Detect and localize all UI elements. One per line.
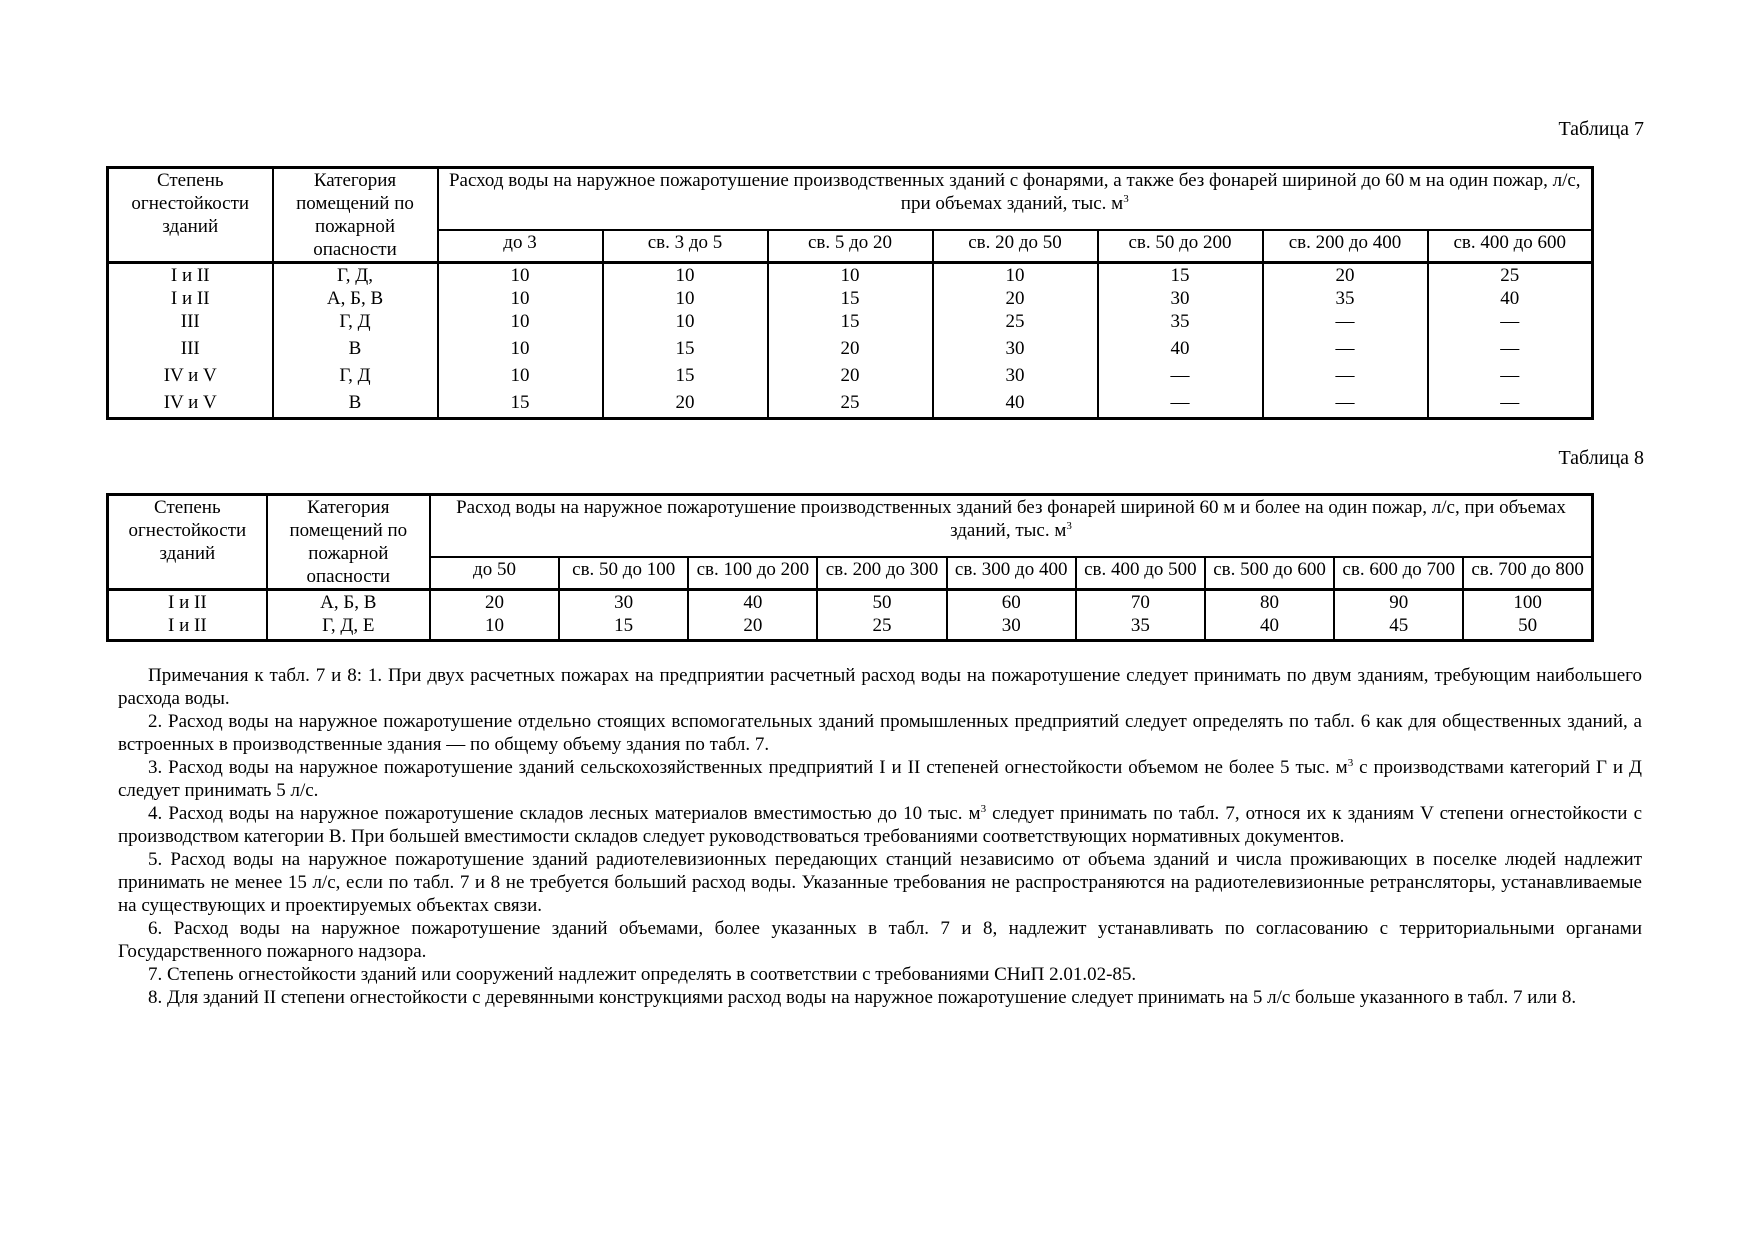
value-cell: 40 <box>1205 614 1334 641</box>
volume-column-header: св. 600 до 700 <box>1334 557 1463 590</box>
volume-column-header: св. 200 до 300 <box>817 557 946 590</box>
value-cell: 20 <box>688 614 817 641</box>
note-paragraph <box>118 664 1642 710</box>
category-cell: А, Б, В <box>273 287 438 310</box>
volume-column-header: св. 700 до 800 <box>1463 557 1592 590</box>
value-cell: 15 <box>1098 263 1263 288</box>
t8-col-degree-header: Степень огнестойкости зданий <box>108 495 267 590</box>
degree-cell: III <box>108 310 273 333</box>
t8-group-header <box>430 495 1593 557</box>
note-text-tail: с производствами категорий Г и Д следует принимать 5 л/с. <box>118 757 1642 801</box>
value-cell: — <box>1098 360 1263 387</box>
value-cell: 30 <box>933 333 1098 360</box>
value-cell: 25 <box>1428 263 1593 288</box>
volume-column-header: до 50 <box>430 557 559 590</box>
table-row <box>108 310 1593 333</box>
category-cell: В <box>273 333 438 360</box>
value-cell: 15 <box>768 287 933 310</box>
volume-column-header: св. 100 до 200 <box>688 557 817 590</box>
table-row <box>108 287 1593 310</box>
value-cell: 35 <box>1098 310 1263 333</box>
volume-column-header: св. 20 до 50 <box>933 230 1098 263</box>
value-cell: 15 <box>603 360 768 387</box>
value-cell: — <box>1263 310 1428 333</box>
table-7-caption: Таблица 7 <box>1558 118 1644 140</box>
table-row <box>108 590 1593 615</box>
volume-column-header: св. 400 до 500 <box>1076 557 1205 590</box>
value-cell: 30 <box>933 360 1098 387</box>
note-text: 3. Расход воды на наружное пожаротушение зданий сельскохозяйственных предприятий I и II степеней огнестойкости объемом не более 5 тыс. м <box>148 757 1348 778</box>
value-cell: 60 <box>947 590 1076 615</box>
note-paragraph <box>118 917 1642 963</box>
t8-group-header-text: Расход воды на наружное пожаротушение производственных зданий без фонарей шириной 60 м и более на один пожар, л/с, при объемах зданий, тыс. м <box>456 497 1566 541</box>
value-cell: 25 <box>768 387 933 419</box>
value-cell: 10 <box>933 263 1098 288</box>
t7-group-header-text: Расход воды на наружное пожаротушение производственных зданий с фонарями, а также без фонарей шириной до 60 м на один пожар, л/с, при объемах зданий, тыс. м <box>448 170 1581 214</box>
value-cell: 25 <box>817 614 946 641</box>
volume-column-header: св. 50 до 200 <box>1098 230 1263 263</box>
value-cell: — <box>1098 387 1263 419</box>
value-cell: 20 <box>768 360 933 387</box>
value-cell: 35 <box>1076 614 1205 641</box>
category-cell: Г, Д, Е <box>267 614 430 641</box>
value-cell: 10 <box>430 614 559 641</box>
value-cell: 10 <box>438 263 603 288</box>
value-cell: 40 <box>688 590 817 615</box>
value-cell: 40 <box>1098 333 1263 360</box>
note-paragraph <box>118 756 1642 802</box>
value-cell: — <box>1263 333 1428 360</box>
degree-cell: I и II <box>108 263 273 288</box>
note-text: Примечания к табл. 7 и 8: 1. При двух расчетных пожарах на предприятии расчетный расход воды на пожаротушение следует принимать по двум зданиям, требующим наибольшего расхода воды. <box>118 665 1642 709</box>
degree-cell: I и II <box>108 287 273 310</box>
t7-group-header <box>438 168 1593 230</box>
table-8 <box>106 493 1594 642</box>
category-cell: Г, Д <box>273 310 438 333</box>
note-text-tail: следует принимать по табл. 7, относя их к зданиям V степени огнестойкости с производством категории В. При большей вместимости складов следует руководствоваться требованиями соответствующих нормативных документов. <box>118 803 1643 847</box>
note-text: 2. Расход воды на наружное пожаротушение отдельно стоящих вспомогательных зданий промышленных предприятий следует определять по табл. 6 как для общественных зданий, а встроенных в производственные здания — по общему объему здания по табл. 7. <box>118 711 1642 755</box>
table-row <box>108 333 1593 360</box>
degree-cell: III <box>108 333 273 360</box>
value-cell: 50 <box>1463 614 1592 641</box>
volume-column-header: св. 50 до 100 <box>559 557 688 590</box>
value-cell: 50 <box>817 590 946 615</box>
t7-col-category-header: Категория помещений по пожарной опасности <box>273 168 438 263</box>
value-cell: 80 <box>1205 590 1334 615</box>
t8-col-category-header: Категория помещений по пожарной опасности <box>267 495 430 590</box>
category-cell: А, Б, В <box>267 590 430 615</box>
value-cell: 10 <box>438 287 603 310</box>
table-8-caption: Таблица 8 <box>1558 447 1644 469</box>
value-cell: 15 <box>768 310 933 333</box>
note-text: 5. Расход воды на наружное пожаротушение зданий радиотелевизионных передающих станций независимо от объема зданий и числа проживающих в поселке людей надлежит принимать не менее 15 л/с, если по табл. 7 и 8 не требуется больший расход воды. Указанные требования не распространяются на радиотелевизионные ретрансляторы, устанавливаемые на существующих и проектируемых объектах связи. <box>118 849 1642 916</box>
value-cell: 30 <box>947 614 1076 641</box>
notes-block <box>118 664 1642 1009</box>
table-row <box>108 263 1593 288</box>
volume-column-header: св. 200 до 400 <box>1263 230 1428 263</box>
value-cell: 10 <box>438 360 603 387</box>
table-row <box>108 387 1593 419</box>
value-cell: 90 <box>1334 590 1463 615</box>
note-paragraph <box>118 710 1642 756</box>
volume-column-header: св. 3 до 5 <box>603 230 768 263</box>
note-text: 8. Для зданий II степени огнестойкости с деревянными конструкциями расход воды на наружное пожаротушение следует принимать на 5 л/с больше указанного в табл. 7 или 8. <box>148 987 1577 1008</box>
value-cell: 70 <box>1076 590 1205 615</box>
volume-column-header: св. 500 до 600 <box>1205 557 1334 590</box>
value-cell: — <box>1263 360 1428 387</box>
degree-cell: IV и V <box>108 360 273 387</box>
value-cell: 30 <box>559 590 688 615</box>
value-cell: 20 <box>603 387 768 419</box>
note-text: 7. Степень огнестойкости зданий или сооружений надлежит определять в соответствии с требованиями СНиП 2.01.02-85. <box>148 964 1137 985</box>
note-paragraph <box>118 986 1642 1009</box>
t7-group-header-sup: 3 <box>1123 193 1129 205</box>
value-cell: 40 <box>1428 287 1593 310</box>
value-cell: 10 <box>768 263 933 288</box>
value-cell: 15 <box>603 333 768 360</box>
value-cell: 15 <box>438 387 603 419</box>
value-cell: — <box>1263 387 1428 419</box>
volume-column-header: св. 400 до 600 <box>1428 230 1593 263</box>
category-cell: В <box>273 387 438 419</box>
table-7 <box>106 166 1594 420</box>
note-paragraph <box>118 963 1642 986</box>
value-cell: 40 <box>933 387 1098 419</box>
value-cell: 10 <box>603 263 768 288</box>
note-text: 6. Расход воды на наружное пожаротушение зданий объемами, более указанных в табл. 7 и 8, надлежит устанавливать по согласованию с территориальными органами Государственного пожарного надзора. <box>118 918 1642 962</box>
value-cell: — <box>1428 360 1593 387</box>
degree-cell: IV и V <box>108 387 273 419</box>
value-cell: 25 <box>933 310 1098 333</box>
t8-group-header-sup: 3 <box>1066 520 1072 532</box>
value-cell: 20 <box>430 590 559 615</box>
note-paragraph <box>118 848 1642 917</box>
value-cell: 15 <box>559 614 688 641</box>
table-row <box>108 360 1593 387</box>
category-cell: Г, Д <box>273 360 438 387</box>
category-cell: Г, Д, <box>273 263 438 288</box>
volume-column-header: св. 300 до 400 <box>947 557 1076 590</box>
value-cell: 35 <box>1263 287 1428 310</box>
degree-cell: I и II <box>108 590 267 615</box>
degree-cell: I и II <box>108 614 267 641</box>
value-cell: 20 <box>1263 263 1428 288</box>
volume-column-header: до 3 <box>438 230 603 263</box>
volume-column-header: св. 5 до 20 <box>768 230 933 263</box>
value-cell: 20 <box>933 287 1098 310</box>
value-cell: 10 <box>603 287 768 310</box>
value-cell: 10 <box>603 310 768 333</box>
value-cell: 30 <box>1098 287 1263 310</box>
note-superscript: 3 <box>980 803 987 815</box>
value-cell: — <box>1428 310 1593 333</box>
t7-col-degree-header: Степень огнестойкости зданий <box>108 168 273 263</box>
value-cell: 10 <box>438 333 603 360</box>
value-cell: 45 <box>1334 614 1463 641</box>
note-paragraph <box>118 802 1642 848</box>
value-cell: — <box>1428 333 1593 360</box>
table-row <box>108 614 1593 641</box>
value-cell: 100 <box>1463 590 1592 615</box>
value-cell: — <box>1428 387 1593 419</box>
value-cell: 20 <box>768 333 933 360</box>
note-text: 4. Расход воды на наружное пожаротушение складов лесных материалов вместимостью до 10 тыс. м <box>148 803 981 824</box>
note-superscript: 3 <box>1347 757 1354 769</box>
value-cell: 10 <box>438 310 603 333</box>
